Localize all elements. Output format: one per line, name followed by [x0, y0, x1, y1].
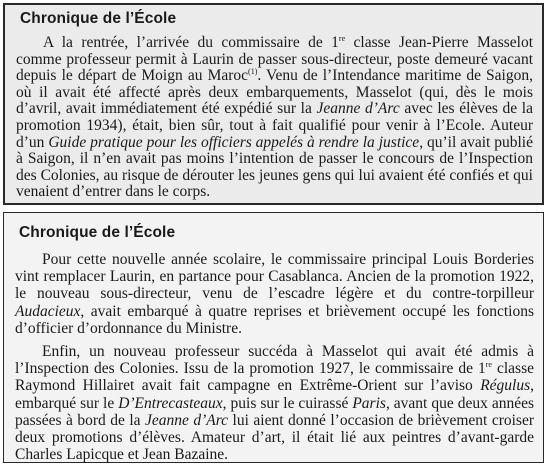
article-excerpt-2: [3, 212, 544, 463]
article-paragraph: Pour cette nouvelle année scolaire, le commissaire principal Louis Borderies vint remplacer Laurin, en partance pour Casablanca. Ancien de la promotion 1922, le nouveau sous-directeur, venu de l’escadre légère et du contre-torpilleur Audacieux, avait embarqué à quatre reprises et brièvement occupé les fonctions d’officier d’ordonnance du Ministre.: [15, 251, 534, 337]
italic-text: Régulus: [480, 377, 531, 395]
italic-text: Jeanne d’Arc: [144, 411, 229, 429]
article-title: Chronique de l’École: [19, 224, 176, 241]
italic-text: Paris: [352, 394, 386, 412]
italic-text: Jeanne d’Arc: [316, 100, 400, 118]
superscript: re: [338, 33, 346, 43]
article-title: Chronique de l’École: [20, 10, 177, 27]
superscript: (1): [248, 67, 258, 77]
italic-text: Guide pratique pour les officiers appelés à rendre la justice: [48, 133, 420, 151]
italic-text: Audacieux: [15, 302, 81, 320]
article-paragraph: Enfin, un nouveau professeur succéda à Masselot qui avait été admis à l’Inspection des Colonies. Issu de la promotion 1927, le commissaire de 1re classe Raymond Hillairet avait fait campagne en Extrême-Orient sur l’aviso Régulus, embarqué sur le D’Entrecasteaux, puis sur le cuirassé Paris, avant que deux années passées à bord de la Jeanne d’Arc lui aient donné l’occasion de brièvement croiser deux promotions d’élèves. Amateur d’art, il était lié aux peintres d’avant-garde Charles Lapicque et Jean Bazaine.: [15, 343, 534, 464]
article-excerpt-1: [3, 3, 544, 205]
italic-text: D’Entrecasteaux: [118, 394, 223, 412]
article-paragraph: A la rentrée, l’arrivée du commissaire de 1re classe Jean-Pierre Masselot comme professeur permit à Laurin de passer sous-directeur, poste demeuré vacant depuis le départ de Moign au Maroc$^{(1)}$. Venu de l’Intendance maritime de Saigon, où il avait été affecté après deux embarquements, Masselot (qui, dès le mois d’avril, avait immédiatement été expédié sur la Jeanne d’Arc avec les élèves de la promotion 1934), était, bien sûr, tout à fait qualifié pour venir à l’Ecole. Auteur d’un Guide pratique pour les officiers appelés à rendre la justice, qu’il avait publié à Saigon, il n’en avait pas moins l’intention de passer le concours de l’Inspection des Colonies, au risque de dérouter les jeunes gens qui lui avaient été confiés et qui venaient d’entrer dans le corps.: [16, 33, 534, 201]
superscript: re: [485, 360, 492, 370]
